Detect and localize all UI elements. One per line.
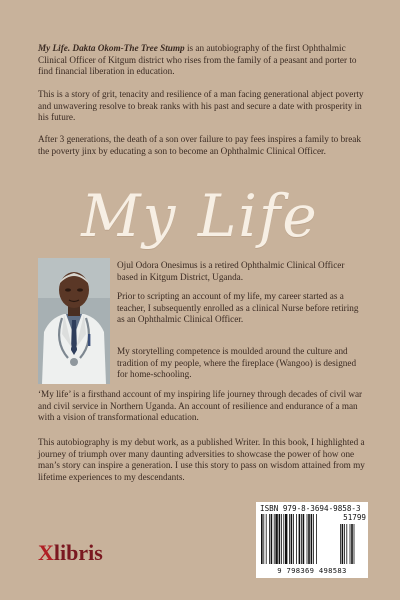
barcode-bar (279, 514, 281, 564)
inspiration-paragraph: After 3 generations, the death of a son over failure to pay fees inspires a family to break the poverty jinx by educating a son to become an Ophthalmic Clinical Officer. (38, 134, 361, 156)
intro-paragraph (38, 43, 365, 78)
barcode-bar (316, 514, 317, 564)
barcode-bar (263, 514, 264, 564)
author-bio-2: Prior to scripting an account of my life, my career started as a teacher, I subsequently enrolled as a clinical Nurse before retiring as an Ophthalmic Clinical Officer. (117, 291, 359, 325)
barcode-bar (274, 514, 275, 564)
author-bio-1: Ojul Odora Onesimus is a retired Ophthalmic Clinical Officer based in Kitgum District, Uganda. (117, 260, 345, 282)
barcode-bar (285, 514, 287, 564)
barcode-bar (307, 514, 308, 564)
addon-bar (351, 524, 353, 564)
barcode-bar (301, 514, 302, 564)
barcode-number: 9 798369 498583 (277, 566, 347, 575)
barcode-bar (269, 514, 270, 564)
barcode-bar (311, 514, 313, 564)
author-photo (38, 258, 110, 384)
addon-bar (346, 524, 347, 564)
barcode-bar (308, 514, 310, 564)
addon-bar (350, 524, 351, 564)
addon-bar (344, 524, 345, 564)
barcode-bar (299, 514, 301, 564)
barcode-bar (281, 514, 282, 564)
author-bio-3: My storytelling competence is moulded around the culture and tradition of my people, where the fireplace (Wangoo) is designed for home-schooling. (117, 346, 357, 380)
barcode-bar (275, 514, 277, 564)
barcode (256, 502, 368, 578)
barcode-bar (261, 514, 263, 564)
journey-paragraph: ‘My life’ is a firsthand account of my inspiring life journey through decades of civil war and civil service in Northern Uganda. An account of resilience and endurance of a man with a vision of transformational education. (38, 389, 363, 423)
addon-bar (354, 524, 355, 564)
isbn-label: ISBN 979-8-3694-9858-3 (260, 504, 361, 513)
barcode-bar (266, 514, 267, 564)
publisher-logo (38, 540, 103, 566)
debut-paragraph: This autobiography is my debut work, as a published Writer. In this book, I highlighted a journey of triumph over many daunting adversities to showcase the power of how one man’s story can inspire a generation. I use this story to pass on wisdom attained from my lifetime experiences to my descendants. (38, 437, 365, 482)
barcode-bar (271, 514, 273, 564)
author-photo-illustration (38, 258, 110, 384)
barcode-bar (303, 514, 305, 564)
addon-bar (342, 524, 344, 564)
barcode-bar (289, 514, 290, 564)
price-code: 51799 (343, 513, 366, 522)
barcode-bar (291, 514, 293, 564)
script-title: My Life (81, 182, 319, 250)
barcode-bar (313, 514, 314, 564)
addon-bar (340, 524, 341, 564)
publisher-logo-rest: libris (53, 540, 103, 565)
intro-text: is an autobiography of the first Ophthalmic Clinical Officer of Kitgum district who rises from the family of a peasant and porter to find financial liberation in education. (38, 43, 357, 77)
book-title-inline: My Life. Dakta Okom-The Tree Stump (38, 43, 185, 53)
publisher-logo-x: X (38, 540, 54, 565)
barcode-bar (293, 514, 294, 564)
barcode-bar (283, 514, 284, 564)
story-paragraph: This is a story of grit, tenacity and resilience of a man facing generational abject poverty and unwavering resolve to break ranks with his past and secure a date with prosperity in his future. (38, 89, 364, 123)
barcode-bar (296, 514, 297, 564)
